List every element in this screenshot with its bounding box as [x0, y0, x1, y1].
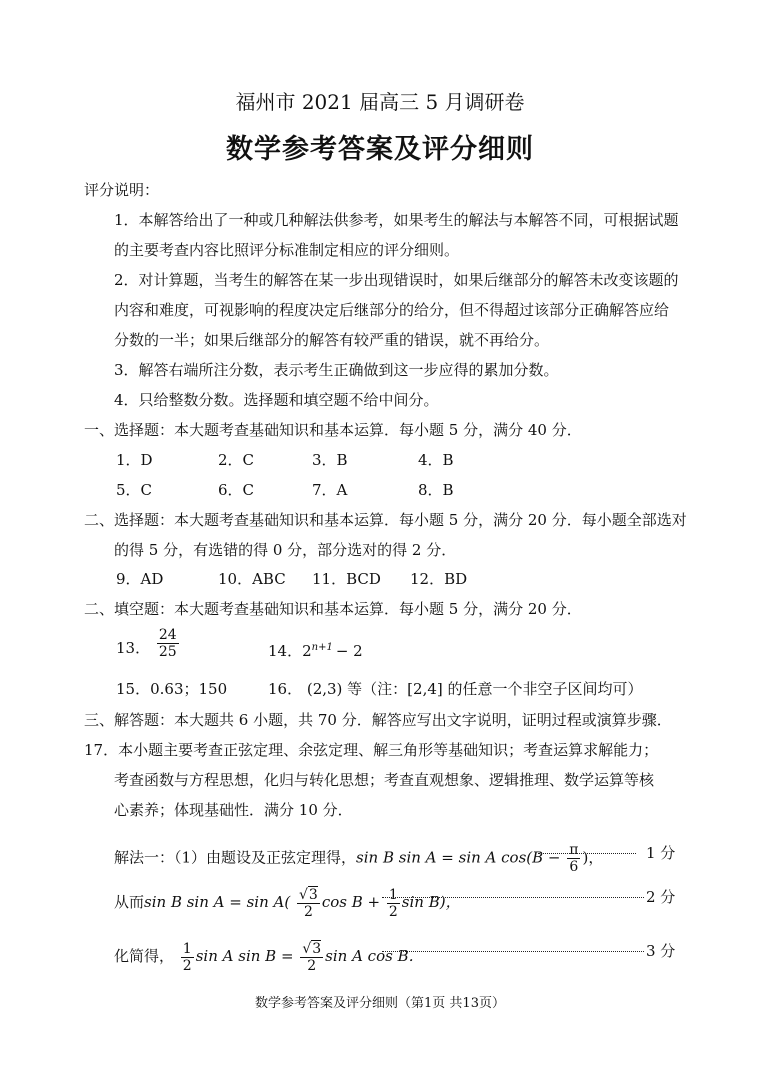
step-2-score: 2 分	[646, 888, 676, 906]
answer-14-rest: − 2	[335, 642, 363, 660]
note-1-line-2: 的主要考查内容比照评分标准制定相应的评分细则。	[114, 241, 460, 259]
section-3-heading: 二、填空题：本大题考查基础知识和基本运算．每小题 5 分，满分 20 分．	[84, 600, 582, 618]
step-2-sqrt3: 3	[308, 887, 318, 903]
note-1-line-1: 1．本解答给出了一种或几种解法供参考，如果考生的解法与本解答不同，可根据试题	[114, 211, 679, 229]
section-2-heading-line-2: 的得 5 分，有选错的得 0 分，部分选对的得 2 分．	[114, 541, 457, 559]
answer-14-exponent: n+1	[311, 642, 333, 653]
solution-step-2	[114, 886, 461, 920]
step-3-denominator: 2	[307, 958, 317, 974]
step-2-sqrt3-fraction	[297, 886, 320, 920]
notes-heading: 评分说明：	[84, 181, 160, 199]
step-3-sqrt3: 3	[312, 941, 322, 957]
answer-14-label: 14．	[268, 642, 303, 660]
section-2-heading-line-1: 二、选择题：本大题考查基础知识和基本运算．每小题 5 分，满分 20 分．每小题全部选对	[84, 511, 687, 529]
answer-13-fraction	[157, 627, 179, 660]
step-2-half-denominator: 2	[388, 903, 398, 920]
section-1-heading: 一、选择题：本大题考查基础知识和基本运算．每小题 5 分，满分 40 分．	[84, 421, 582, 439]
answer-11: 11．BCD	[312, 570, 381, 588]
solution-step-3	[114, 940, 424, 974]
answer-13	[116, 626, 181, 660]
answer-9: 9．AD	[116, 570, 164, 588]
answer-2: 2．C	[218, 451, 255, 469]
step-3-half-fraction	[181, 941, 194, 974]
solution-step-1	[114, 842, 603, 875]
q17-description-line-2: 考查函数与方程思想，化归与转化思想；考查直观想象、逻辑推理、数学运算等核	[114, 771, 655, 789]
step-1-score: 1 分	[646, 844, 676, 862]
answer-8: 8．B	[418, 481, 454, 499]
answer-14	[268, 638, 363, 661]
answer-10: 10．ABC	[218, 570, 286, 588]
step-2-half-numerator: 1	[388, 886, 398, 903]
q17-description-line-3: 心素养；体现基础性．满分 10 分．	[114, 801, 353, 819]
step-1-pi-fraction	[567, 842, 580, 875]
step-2-formula-b: cos B +	[321, 893, 381, 911]
note-4: 4．只给整数分数。选择题和填空题不给中间分。	[114, 391, 439, 409]
step-1-pi: π	[569, 842, 579, 858]
step-1-formula-b: )，	[582, 848, 604, 867]
step-3-leader-dots	[382, 951, 644, 952]
answer-16: 16． (2,3) 等（注：[2,4] 的任意一个非空子区间均可）	[268, 680, 643, 698]
step-3-formula-a: sin A sin B =	[195, 947, 294, 965]
step-3-formula-b: sin A cos B．	[325, 947, 424, 965]
section-4-heading: 三、解答题：本大题共 6 小题，共 70 分．解答应写出文字说明，证明过程或演算步骤．	[84, 711, 672, 729]
answer-15: 15．0.63；150	[116, 680, 228, 698]
step-3-half-denominator: 2	[182, 957, 192, 974]
step-1-prefix: 解法一：（1）由题设及正弦定理得，	[114, 848, 357, 867]
step-1-six: 6	[569, 859, 579, 875]
step-3-prefix: 化简得，	[114, 947, 175, 965]
step-3-half-numerator: 1	[182, 940, 192, 957]
step-2-prefix: 从而	[114, 893, 145, 911]
answer-7: 7．A	[312, 481, 348, 499]
answer-14-base: 2	[302, 642, 312, 660]
note-3: 3．解答右端所注分数，表示考生正确做到这一步应得的累加分数。	[114, 361, 559, 379]
answer-6: 6．C	[218, 481, 255, 499]
answer-1: 1．D	[116, 451, 153, 469]
step-2-half-fraction	[387, 887, 400, 920]
answer-13-denominator: 25	[158, 643, 177, 660]
step-2-formula-a: sin B sin A = sin A(	[144, 893, 291, 911]
step-3-sqrt3-fraction	[300, 940, 323, 974]
step-3-score: 3 分	[646, 942, 676, 960]
answer-4: 4．B	[418, 451, 454, 469]
page-footer: 数学参考答案及评分细则（第1页 共13页）	[255, 996, 505, 1011]
note-2-line-3: 分数的一半；如果后继部分的解答有较严重的错误，就不再给分。	[114, 331, 550, 349]
document-subtitle: 数学参考答案及评分细则	[226, 134, 534, 165]
answer-13-numerator: 24	[158, 626, 177, 643]
note-2-line-2: 内容和难度，可视影响的程度决定后继部分的给分，但不得超过该部分正确解答应给	[114, 301, 670, 319]
step-2-denominator: 2	[303, 904, 313, 920]
document-title: 福州市 2021 届高三 5 月调研卷	[235, 90, 525, 114]
note-2-line-1: 2．对计算题，当考生的解答在某一步出现错误时，如果后继部分的解答未改变该题的	[114, 271, 679, 289]
step-3-sqrt3-numerator: √3	[302, 941, 322, 957]
step-2-formula-c: sin B)，	[401, 893, 461, 911]
answer-3: 3．B	[312, 451, 348, 469]
step-2-sqrt3-numerator: √3	[298, 887, 318, 903]
step-1-leader-dots	[538, 853, 636, 854]
step-2-leader-dots	[382, 897, 644, 898]
q17-description-line-1: 17．本小题主要考查正弦定理、余弦定理、解三角形等基础知识；考查运算求解能力；	[84, 741, 659, 759]
answer-13-label: 13．	[116, 639, 151, 657]
answer-5: 5．C	[116, 481, 153, 499]
answer-12: 12．BD	[410, 570, 468, 588]
step-1-formula-a: sin B sin A = sin A cos(B −	[356, 848, 561, 867]
